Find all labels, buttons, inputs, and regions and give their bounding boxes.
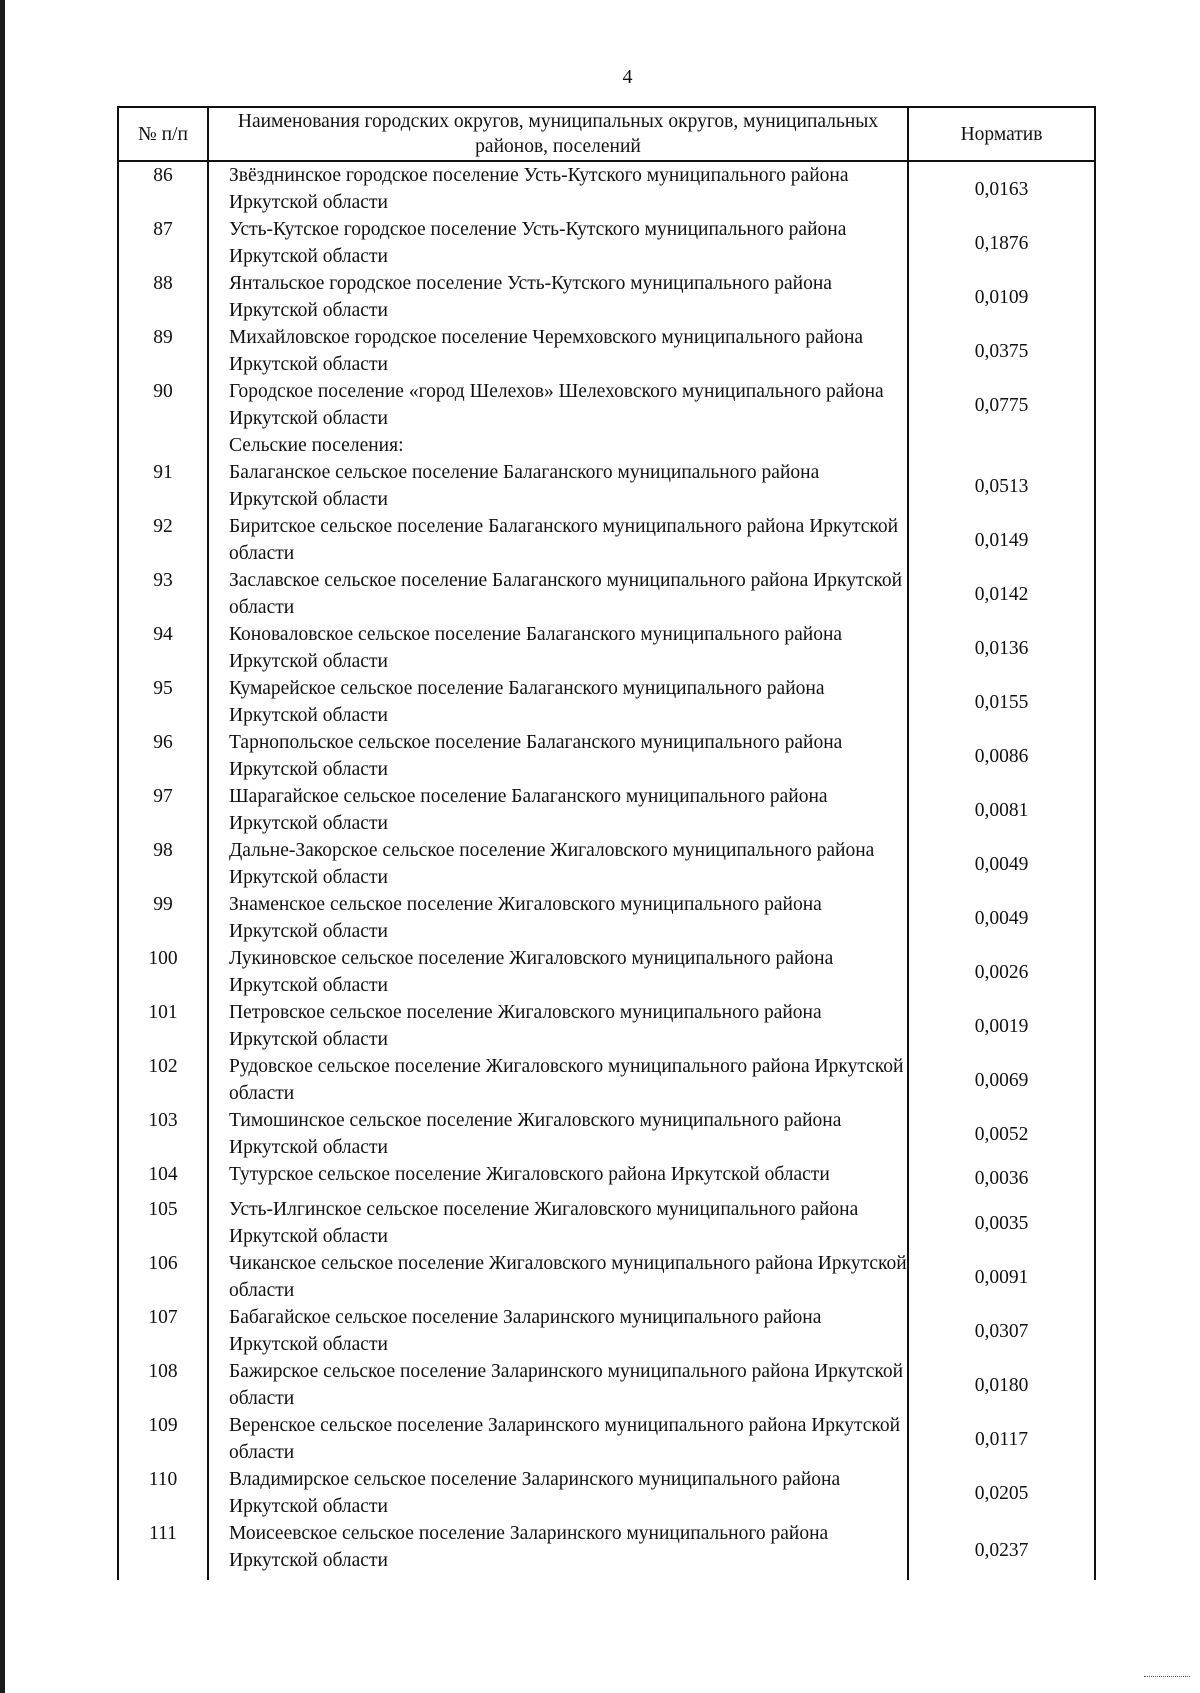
row-norm: 0,0375 — [908, 324, 1095, 378]
row-number: 90 — [118, 378, 208, 432]
row-norm: 0,0019 — [908, 999, 1095, 1053]
row-name: Лукиновское сельское поселение Жигаловского муниципального района Иркутской области — [208, 945, 908, 999]
row-number — [118, 432, 208, 459]
row-number: 107 — [118, 1304, 208, 1358]
row-norm: 0,0117 — [908, 1412, 1095, 1466]
table-row — [118, 1412, 1095, 1466]
row-name: Михайловское городское поселение Черемховского муниципального района Иркутской области — [208, 324, 908, 378]
norms-table — [117, 106, 1096, 1580]
row-norm: 0,0081 — [908, 783, 1095, 837]
row-name: Бажирское сельское поселение Заларинского муниципального района Иркутской области — [208, 1358, 908, 1412]
row-number: 102 — [118, 1053, 208, 1107]
row-number: 104 — [118, 1161, 208, 1196]
row-norm: 0,0049 — [908, 837, 1095, 891]
table-row — [118, 999, 1095, 1053]
row-name: Городское поселение «город Шелехов» Шелеховского муниципального района Иркутской области — [208, 378, 908, 432]
row-number: 86 — [118, 161, 208, 216]
row-name: Тутурское сельское поселение Жигаловского района Иркутской области — [208, 1161, 908, 1196]
row-number: 96 — [118, 729, 208, 783]
row-name: Чиканское сельское поселение Жигаловского муниципального района Иркутской области — [208, 1250, 908, 1304]
row-number: 91 — [118, 459, 208, 513]
table-row — [118, 1053, 1095, 1107]
table-row — [118, 891, 1095, 945]
row-number: 111 — [118, 1520, 208, 1580]
table-row — [118, 837, 1095, 891]
row-norm: 0,0109 — [908, 270, 1095, 324]
row-number: 97 — [118, 783, 208, 837]
row-norm: 0,0205 — [908, 1466, 1095, 1520]
table-row — [118, 945, 1095, 999]
row-name: Бабагайское сельское поселение Заларинского муниципального района Иркутской области — [208, 1304, 908, 1358]
table-row — [118, 1161, 1095, 1196]
row-number: 99 — [118, 891, 208, 945]
table-row — [118, 729, 1095, 783]
table-row — [118, 459, 1095, 513]
table-row — [118, 1466, 1095, 1520]
row-name: Заславское сельское поселение Балаганского муниципального района Иркутской области — [208, 567, 908, 621]
row-number: 98 — [118, 837, 208, 891]
row-name: Дальне-Закорское сельское поселение Жигаловского муниципального района Иркутской области — [208, 837, 908, 891]
row-norm: 0,0136 — [908, 621, 1095, 675]
table-row — [118, 1520, 1095, 1580]
row-number: 88 — [118, 270, 208, 324]
table-row — [118, 216, 1095, 270]
scan-mark — [1144, 1676, 1190, 1679]
row-number: 108 — [118, 1358, 208, 1412]
table-header-row — [118, 107, 1095, 161]
row-name: Тарнопольское сельское поселение Балаганского муниципального района Иркутской области — [208, 729, 908, 783]
row-norm: 0,0026 — [908, 945, 1095, 999]
row-norm: 0,0775 — [908, 378, 1095, 432]
table-row — [118, 621, 1095, 675]
row-name: Усть-Илгинское сельское поселение Жигаловского муниципального района Иркутской области — [208, 1196, 908, 1250]
row-name: Знаменское сельское поселение Жигаловского муниципального района Иркутской области — [208, 891, 908, 945]
row-number: 110 — [118, 1466, 208, 1520]
row-number: 100 — [118, 945, 208, 999]
row-norm: 0,0052 — [908, 1107, 1095, 1161]
page-number: 4 — [622, 66, 633, 88]
row-norm: 0,0049 — [908, 891, 1095, 945]
row-number: 95 — [118, 675, 208, 729]
row-norm: 0,0513 — [908, 459, 1095, 513]
table-row — [118, 513, 1095, 567]
row-norm: 0,0035 — [908, 1196, 1095, 1250]
table-row — [118, 270, 1095, 324]
row-norm: 0,0086 — [908, 729, 1095, 783]
row-number: 93 — [118, 567, 208, 621]
row-number: 103 — [118, 1107, 208, 1161]
row-name: Тимошинское сельское поселение Жигаловского муниципального района Иркутской области — [208, 1107, 908, 1161]
row-norm: 0,0149 — [908, 513, 1095, 567]
row-norm: 0,1876 — [908, 216, 1095, 270]
table-row — [118, 783, 1095, 837]
table-row — [118, 1358, 1095, 1412]
row-norm: 0,0180 — [908, 1358, 1095, 1412]
scan-edge — [0, 0, 5, 1693]
header-norm: Норматив — [908, 107, 1095, 161]
row-name: Коноваловское сельское поселение Балаганского муниципального района Иркутской области — [208, 621, 908, 675]
row-norm: 0,0091 — [908, 1250, 1095, 1304]
row-number: 106 — [118, 1250, 208, 1304]
header-name: Наименования городских округов, муниципальных округов, муниципальных районов, поселений — [208, 107, 908, 161]
row-norm: 0,0307 — [908, 1304, 1095, 1358]
row-number: 101 — [118, 999, 208, 1053]
table-row — [118, 378, 1095, 432]
row-norm: 0,0036 — [908, 1161, 1095, 1196]
row-name: Шарагайское сельское поселение Балаганского муниципального района Иркутской области — [208, 783, 908, 837]
row-number: 94 — [118, 621, 208, 675]
row-norm: 0,0163 — [908, 161, 1095, 216]
header-number: № п/п — [118, 107, 208, 161]
row-name: Владимирское сельское поселение Заларинского муниципального района Иркутской области — [208, 1466, 908, 1520]
row-name: Веренское сельское поселение Заларинского муниципального района Иркутской области — [208, 1412, 908, 1466]
row-name: Рудовское сельское поселение Жигаловского муниципального района Иркутской области — [208, 1053, 908, 1107]
row-norm: 0,0142 — [908, 567, 1095, 621]
table-row — [118, 1107, 1095, 1161]
row-name: Биритское сельское поселение Балаганского муниципального района Иркутской области — [208, 513, 908, 567]
row-name: Усть-Кутское городское поселение Усть-Кутского муниципального района Иркутской области — [208, 216, 908, 270]
row-name: Кумарейское сельское поселение Балаганского муниципального района Иркутской области — [208, 675, 908, 729]
row-name: Звёзднинское городское поселение Усть-Кутского муниципального района Иркутской области — [208, 161, 908, 216]
row-number: 92 — [118, 513, 208, 567]
table-row — [118, 567, 1095, 621]
table-row — [118, 1304, 1095, 1358]
row-norm: 0,0237 — [908, 1520, 1095, 1580]
row-number: 87 — [118, 216, 208, 270]
row-name: Петровское сельское поселение Жигаловского муниципального района Иркутской области — [208, 999, 908, 1053]
table-body — [118, 161, 1095, 1580]
table-row — [118, 1196, 1095, 1250]
table-row — [118, 161, 1095, 216]
row-number: 89 — [118, 324, 208, 378]
row-name: Моисеевское сельское поселение Заларинского муниципального района Иркутской области — [208, 1520, 908, 1580]
table-row — [118, 675, 1095, 729]
row-number: 109 — [118, 1412, 208, 1466]
row-norm: 0,0155 — [908, 675, 1095, 729]
row-norm — [908, 432, 1095, 459]
row-name: Янтальское городское поселение Усть-Кутского муниципального района Иркутской области — [208, 270, 908, 324]
row-name: Сельские поселения: — [208, 432, 908, 459]
table-row — [118, 324, 1095, 378]
row-name: Балаганское сельское поселение Балаганского муниципального района Иркутской области — [208, 459, 908, 513]
table-row — [118, 1250, 1095, 1304]
row-number: 105 — [118, 1196, 208, 1250]
row-norm: 0,0069 — [908, 1053, 1095, 1107]
section-heading-row — [118, 432, 1095, 459]
